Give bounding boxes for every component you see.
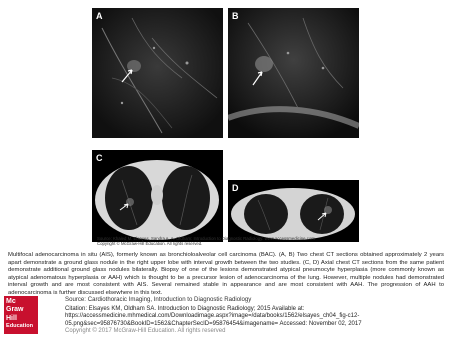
panel-letter: C xyxy=(96,153,103,163)
panel-letter: D xyxy=(232,183,239,193)
ct-image-a xyxy=(92,8,223,138)
mcgraw-hill-logo xyxy=(4,296,38,334)
figure-caption: Multifocal adenocarcinoma in situ (AIS), formerly known as bronchioloalveolar cell carcinoma (BAC). (A, B) Two chest CT sections obtained approximately 2 years apart demonstrate a ground glass nodule in the right upper lobe with interval growth between the two studies. (C, D) Axial chest CT sections from the same patient demonstrate additional ground glass nodules bilaterally. Biopsy of one of the lesions demonstrated atypical pneumocyte hyperplasia (more commonly known as atypical adenomatous hyperplasia or AAH) which is thought to be a precursor lesion of adenocarcinoma of the lung. However, multiple nodules had demonstrated interval growth and are most consistent with AIS. Several remained stable in appearance and are most consistent with AAH. The progression of AAH to adenocarcinoma is further discussed elsewhere in this text. xyxy=(8,252,444,296)
citation-text[interactable]: Citation: Elsayes KM, Oldham SA. Introduction to Diagnostic Radiology; 2015 Available at: https://accessmedicine.mhmedical.com/Downloadimage.aspx?image=/data/books/1562/elsayes_ch04_fig-c12-05.png&sec=95876730&BookID=1562&ChapterSecID=95876454&imagename= Accessed: November 02, 2017 xyxy=(65,306,362,327)
ct-panel-a xyxy=(92,8,223,138)
ct-panel-c xyxy=(92,150,223,242)
figure-credit-copyright: Copyright © McGraw-Hill Education. All rights reserved. xyxy=(97,241,203,246)
ct-panel-d xyxy=(228,180,359,242)
panel-letter: B xyxy=(232,11,239,21)
ct-image-b xyxy=(228,8,359,138)
logo-line-2: Graw xyxy=(6,306,24,314)
logo-line-1: Mc xyxy=(6,298,16,305)
figure-credit-source: Source: Khaled M. Elsayes, Sandra A. A. Oldham: Introduction to Diagnostic Radiology: www.accessmedicine.com xyxy=(97,236,315,241)
copyright-notice: Copyright © 2017 McGraw-Hill Education. All rights reserved xyxy=(65,328,226,334)
logo-line-4: Education xyxy=(6,323,34,330)
ct-panel-b xyxy=(228,8,359,138)
ct-image-c xyxy=(92,150,223,242)
logo-line-3: Hill xyxy=(6,314,17,322)
ct-image-d xyxy=(228,180,359,242)
figure-credit xyxy=(97,236,315,246)
panel-letter: A xyxy=(96,11,103,21)
source-line: Source: Cardiothoracic Imaging, Introduction to Diagnostic Radiology xyxy=(65,296,252,303)
ct-figure xyxy=(92,8,359,246)
